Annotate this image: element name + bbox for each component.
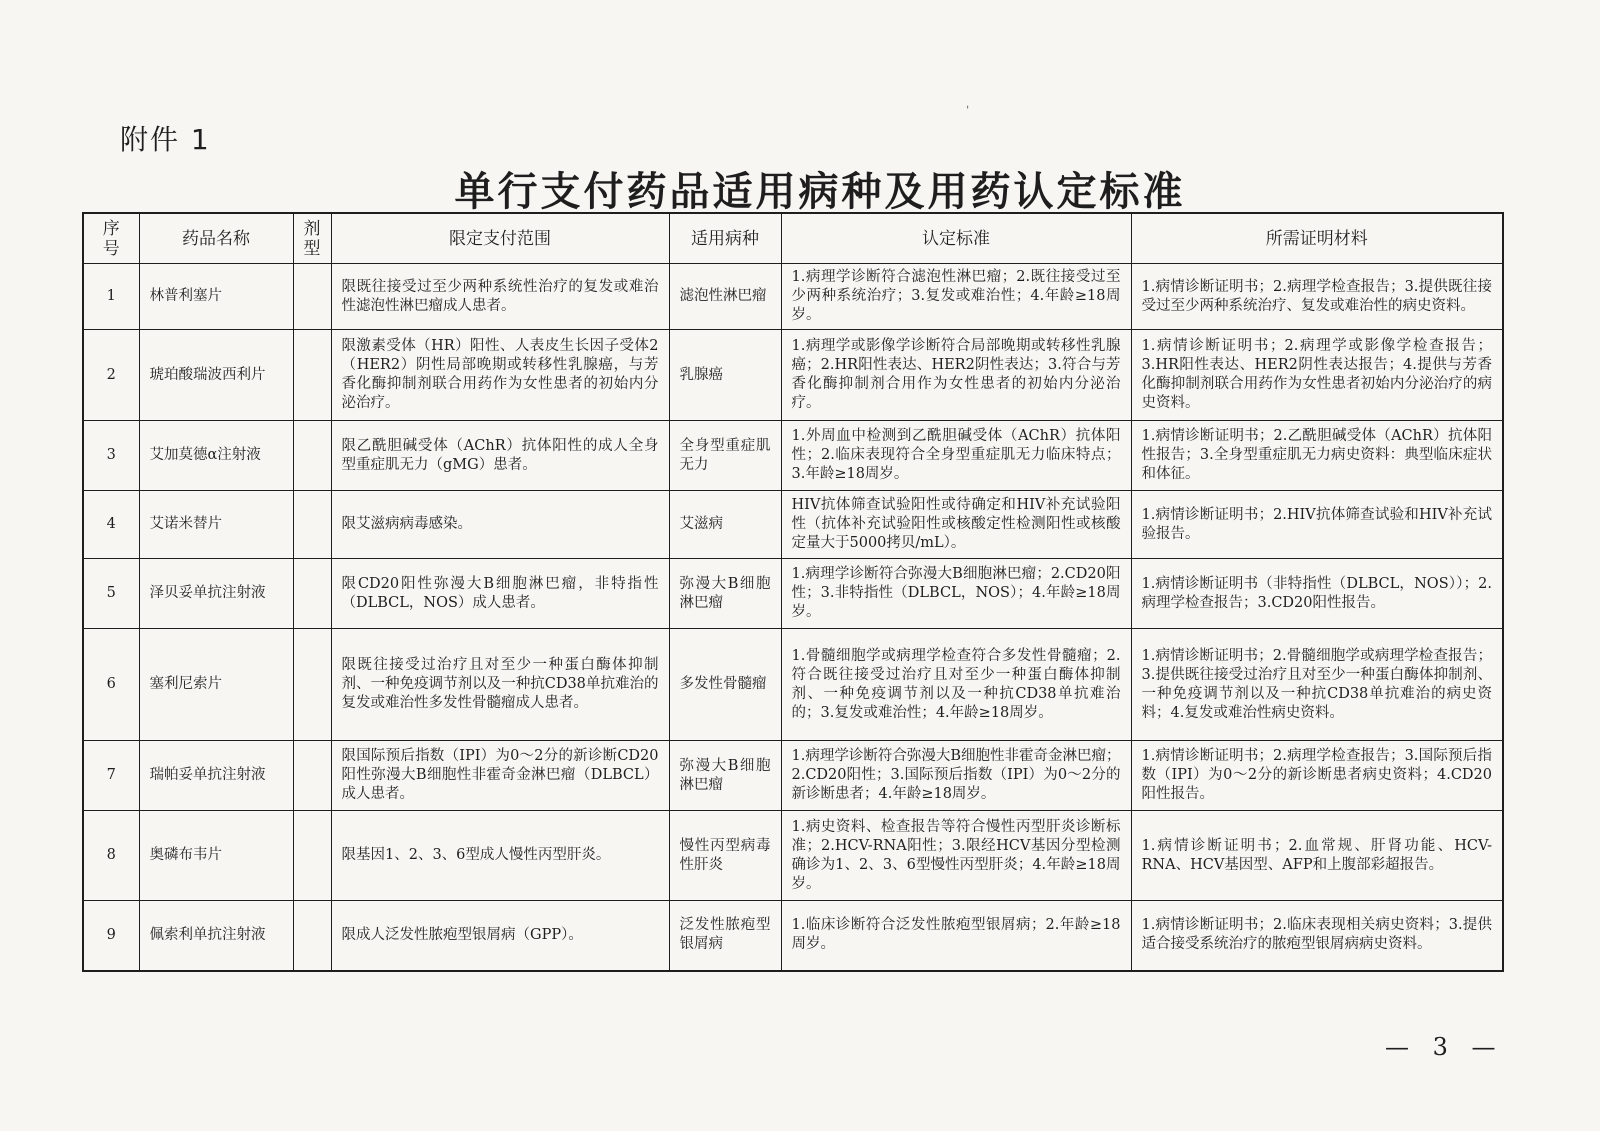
dosage-form xyxy=(293,491,331,559)
criteria-text: 1.病理学诊断符合弥漫大B细胞性非霍奇金淋巴瘤；2.CD20阳性；3.国际预后指数（IPI）为0～2分的新诊断患者；4.年龄≥18周岁。 xyxy=(781,741,1131,811)
payment-scope: 限既往接受过至少两种系统性治疗的复发或难治性滤泡性淋巴瘤成人患者。 xyxy=(331,264,669,330)
criteria-table xyxy=(82,212,1504,972)
header-dosage-form: 剂型 xyxy=(293,213,331,264)
applicable-disease: 弥漫大B细胞淋巴瘤 xyxy=(669,741,781,811)
payment-scope: 限激素受体（HR）阳性、人表皮生长因子受体2（HER2）阴性局部晚期或转移性乳腺癌，与芳香化酶抑制剂联合用药作为女性患者的初始内分泌治疗。 xyxy=(331,330,669,421)
applicable-disease: 全身型重症肌无力 xyxy=(669,421,781,491)
header-materials: 所需证明材料 xyxy=(1131,213,1503,264)
table-row xyxy=(83,491,1503,559)
row-number: 9 xyxy=(83,901,139,971)
header-disease: 适用病种 xyxy=(669,213,781,264)
drug-name: 艾诺米替片 xyxy=(139,491,293,559)
table-row xyxy=(83,741,1503,811)
table-row xyxy=(83,811,1503,901)
row-number: 3 xyxy=(83,421,139,491)
dosage-form xyxy=(293,264,331,330)
criteria-text: 1.病理学诊断符合滤泡性淋巴瘤；2.既往接受过至少两种系统治疗；3.复发或难治性；4.年龄≥18周岁。 xyxy=(781,264,1131,330)
row-number: 8 xyxy=(83,811,139,901)
applicable-disease: 泛发性脓疱型银屑病 xyxy=(669,901,781,971)
dosage-form xyxy=(293,559,331,629)
required-materials: 1.病情诊断证明书；2.血常规、肝肾功能、HCV-RNA、HCV基因型、AFP和上腹部彩超报告。 xyxy=(1131,811,1503,901)
drug-name: 佩索利单抗注射液 xyxy=(139,901,293,971)
applicable-disease: 慢性丙型病毒性肝炎 xyxy=(669,811,781,901)
payment-scope: 限CD20阳性弥漫大B细胞淋巴瘤，非特指性（DLBCL，NOS）成人患者。 xyxy=(331,559,669,629)
row-number: 1 xyxy=(83,264,139,330)
dosage-form xyxy=(293,629,331,741)
drug-name: 泽贝妥单抗注射液 xyxy=(139,559,293,629)
criteria-text: 1.病史资料、检查报告等符合慢性丙型肝炎诊断标准；2.HCV-RNA阳性；3.限经HCV基因分型检测确诊为1、2、3、6型慢性丙型肝炎；4.年龄≥18周岁。 xyxy=(781,811,1131,901)
table-row xyxy=(83,330,1503,421)
header-payment-scope: 限定支付范围 xyxy=(331,213,669,264)
criteria-text: 1.病理学诊断符合弥漫大B细胞淋巴瘤；2.CD20阳性；3.非特指性（DLBCL，NOS）；4.年龄≥18周岁。 xyxy=(781,559,1131,629)
applicable-disease: 多发性骨髓瘤 xyxy=(669,629,781,741)
dosage-form xyxy=(293,330,331,421)
header-drug-name: 药品名称 xyxy=(139,213,293,264)
required-materials: 1.病情诊断证明书；2.临床表现相关病史资料；3.提供适合接受系统治疗的脓疱型银屑病病史资料。 xyxy=(1131,901,1503,971)
header-criteria: 认定标准 xyxy=(781,213,1131,264)
row-number: 6 xyxy=(83,629,139,741)
criteria-text: HIV抗体筛查试验阳性或待确定和HIV补充试验阳性（抗体补充试验阳性或核酸定性检测阳性或核酸定量大于5000拷贝/mL）。 xyxy=(781,491,1131,559)
header-number: 序号 xyxy=(83,213,139,264)
payment-scope: 限艾滋病病毒感染。 xyxy=(331,491,669,559)
payment-scope: 限国际预后指数（IPI）为0～2分的新诊断CD20阳性弥漫大B细胞性非霍奇金淋巴瘤（DLBCL）成人患者。 xyxy=(331,741,669,811)
applicable-disease: 弥漫大B细胞淋巴瘤 xyxy=(669,559,781,629)
page-number: — 3 — xyxy=(1385,1033,1504,1061)
required-materials: 1.病情诊断证明书；2.骨髓细胞学或病理学检查报告；3.提供既往接受过治疗且对至少一种蛋白酶体抑制剂、一种免疫调节剂以及一种抗CD38单抗难治的病史资料；4.复发或难治性病史资料。 xyxy=(1131,629,1503,741)
required-materials: 1.病情诊断证明书；2.乙酰胆碱受体（AChR）抗体阳性报告；3.全身型重症肌无力病史资料：典型临床症状和体征。 xyxy=(1131,421,1503,491)
applicable-disease: 乳腺癌 xyxy=(669,330,781,421)
document-title: 单行支付药品适用病种及用药认定标准 xyxy=(454,169,1186,215)
table-row xyxy=(83,629,1503,741)
criteria-text: 1.外周血中检测到乙酰胆碱受体（AChR）抗体阳性；2.临床表现符合全身型重症肌无力临床特点；3.年龄≥18周岁。 xyxy=(781,421,1131,491)
dosage-form xyxy=(293,421,331,491)
applicable-disease: 艾滋病 xyxy=(669,491,781,559)
payment-scope: 限乙酰胆碱受体（AChR）抗体阳性的成人全身型重症肌无力（gMG）患者。 xyxy=(331,421,669,491)
table-row xyxy=(83,421,1503,491)
dosage-form xyxy=(293,741,331,811)
required-materials: 1.病情诊断证明书；2.病理学检查报告；3.国际预后指数（IPI）为0～2分的新诊断患者病史资料；4.CD20阳性报告。 xyxy=(1131,741,1503,811)
attachment-label: 附件 1 xyxy=(120,123,211,156)
required-materials: 1.病情诊断证明书；2.病理学检查报告；3.提供既往接受过至少两种系统治疗、复发或难治性的病史资料。 xyxy=(1131,264,1503,330)
scan-mark: ˌ xyxy=(966,96,970,110)
dosage-form xyxy=(293,811,331,901)
applicable-disease: 滤泡性淋巴瘤 xyxy=(669,264,781,330)
table-row xyxy=(83,901,1503,971)
drug-name: 塞利尼索片 xyxy=(139,629,293,741)
table-header-row xyxy=(83,213,1503,264)
row-number: 5 xyxy=(83,559,139,629)
drug-name: 林普利塞片 xyxy=(139,264,293,330)
criteria-text: 1.临床诊断符合泛发性脓疱型银屑病；2.年龄≥18周岁。 xyxy=(781,901,1131,971)
row-number: 2 xyxy=(83,330,139,421)
drug-name: 奥磷布韦片 xyxy=(139,811,293,901)
required-materials: 1.病情诊断证明书；2.病理学或影像学检查报告；3.HR阳性表达、HER2阴性表达报告；4.提供与芳香化酶抑制剂联合用药作为女性患者初始内分泌治疗的病史资料。 xyxy=(1131,330,1503,421)
required-materials: 1.病情诊断证明书；2.HIV抗体筛查试验和HIV补充试验报告。 xyxy=(1131,491,1503,559)
table-row xyxy=(83,559,1503,629)
payment-scope: 限基因1、2、3、6型成人慢性丙型肝炎。 xyxy=(331,811,669,901)
criteria-text: 1.骨髓细胞学或病理学检查符合多发性骨髓瘤；2.符合既往接受过治疗且对至少一种蛋白酶体抑制剂、一种免疫调节剂以及一种抗CD38单抗难治的；3.复发或难治性；4.年龄≥18周岁。 xyxy=(781,629,1131,741)
payment-scope: 限既往接受过治疗且对至少一种蛋白酶体抑制剂、一种免疫调节剂以及一种抗CD38单抗难治的复发或难治性多发性骨髓瘤成人患者。 xyxy=(331,629,669,741)
drug-name: 艾加莫德α注射液 xyxy=(139,421,293,491)
row-number: 4 xyxy=(83,491,139,559)
drug-name: 瑞帕妥单抗注射液 xyxy=(139,741,293,811)
required-materials: 1.病情诊断证明书（非特指性（DLBCL，NOS））；2.病理学检查报告；3.CD20阳性报告。 xyxy=(1131,559,1503,629)
payment-scope: 限成人泛发性脓疱型银屑病（GPP）。 xyxy=(331,901,669,971)
row-number: 7 xyxy=(83,741,139,811)
drug-name: 琥珀酸瑞波西利片 xyxy=(139,330,293,421)
criteria-text: 1.病理学或影像学诊断符合局部晚期或转移性乳腺癌；2.HR阳性表达、HER2阴性表达；3.符合与芳香化酶抑制剂合用作为女性患者的初始内分泌治疗。 xyxy=(781,330,1131,421)
dosage-form xyxy=(293,901,331,971)
table-row xyxy=(83,264,1503,330)
